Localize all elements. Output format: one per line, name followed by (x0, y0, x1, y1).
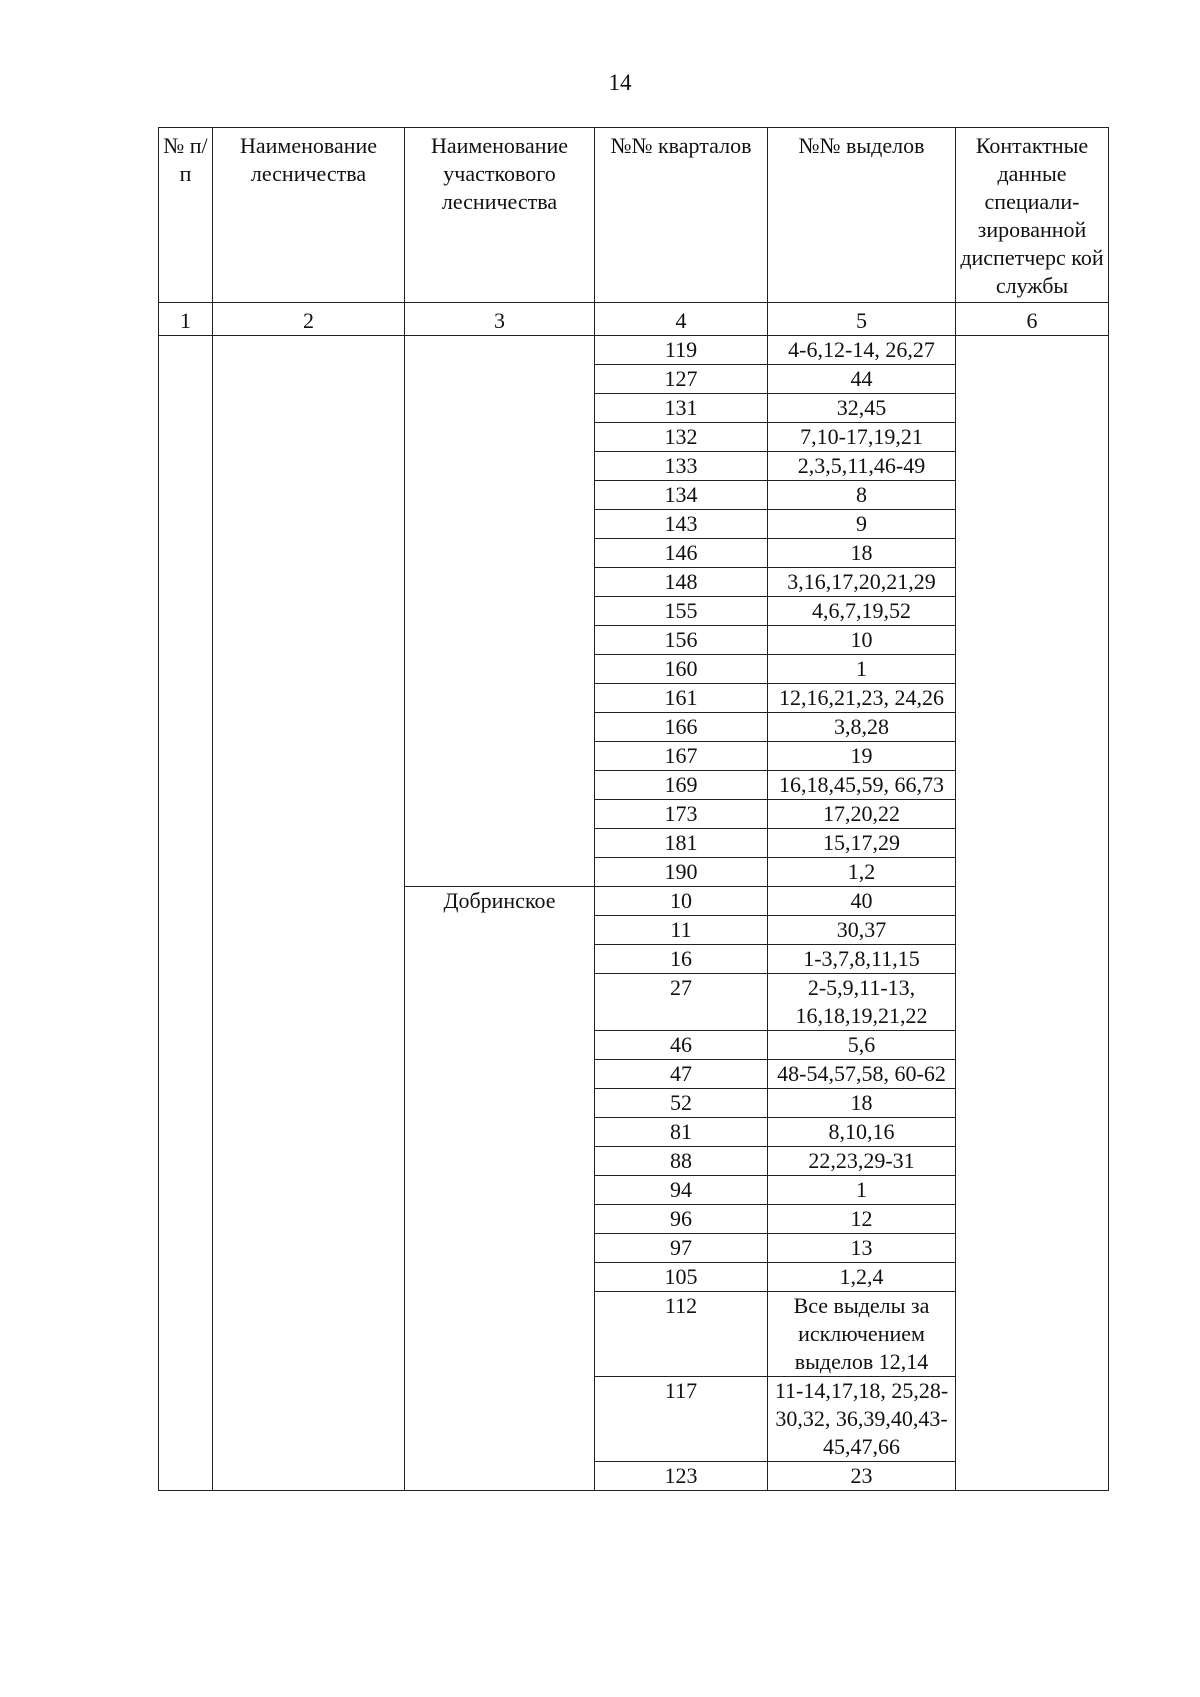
quarter-number: 134 (595, 481, 768, 510)
forestry-name-cell (213, 336, 405, 1491)
allotment-numbers: 3,16,17,20,21,29 (768, 568, 956, 597)
table-body (159, 336, 1109, 1491)
forest-quarters-table (158, 127, 1109, 1491)
quarter-number: 131 (595, 394, 768, 423)
quarter-number: 160 (595, 655, 768, 684)
allotment-numbers: 18 (768, 539, 956, 568)
quarter-number: 112 (595, 1292, 768, 1377)
allotment-numbers: Все выделы за исключением выделов 12,14 (768, 1292, 956, 1377)
quarter-number: 146 (595, 539, 768, 568)
allotment-numbers: 1 (768, 1176, 956, 1205)
page-number: 14 (608, 70, 632, 95)
quarter-number: 47 (595, 1060, 768, 1089)
header-allotments: №№ выделов (768, 128, 956, 303)
quarter-number: 127 (595, 365, 768, 394)
allotment-numbers: 7,10-17,19,21 (768, 423, 956, 452)
header-district-forestry: Наименование участкового лесничества (405, 128, 595, 303)
allotment-numbers: 1,2 (768, 858, 956, 887)
column-number: 6 (956, 303, 1109, 336)
allotment-numbers: 15,17,29 (768, 829, 956, 858)
quarter-number: 173 (595, 800, 768, 829)
contacts-cell (956, 336, 1109, 1491)
allotment-numbers: 17,20,22 (768, 800, 956, 829)
header-row (159, 128, 1109, 303)
quarter-number: 133 (595, 452, 768, 481)
column-number: 5 (768, 303, 956, 336)
allotment-numbers: 44 (768, 365, 956, 394)
quarter-number: 132 (595, 423, 768, 452)
quarter-number: 10 (595, 887, 768, 916)
column-number-row (159, 303, 1109, 336)
allotment-numbers: 10 (768, 626, 956, 655)
allotment-numbers: 1,2,4 (768, 1263, 956, 1292)
quarter-number: 97 (595, 1234, 768, 1263)
allotment-numbers: 19 (768, 742, 956, 771)
quarter-number: 123 (595, 1462, 768, 1491)
allotment-numbers: 11-14,17,18, 25,28-30,32, 36,39,40,43-45,47,66 (768, 1377, 956, 1462)
column-number: 3 (405, 303, 595, 336)
quarter-number: 166 (595, 713, 768, 742)
allotment-numbers: 4-6,12-14, 26,27 (768, 336, 956, 365)
header-number: № п/п (159, 128, 213, 303)
header-quarters: №№ кварталов (595, 128, 768, 303)
allotment-numbers: 30,37 (768, 916, 956, 945)
allotment-numbers: 5,6 (768, 1031, 956, 1060)
quarter-number: 161 (595, 684, 768, 713)
quarter-number: 105 (595, 1263, 768, 1292)
allotment-numbers: 9 (768, 510, 956, 539)
row-number-cell (159, 336, 213, 1491)
allotment-numbers: 4,6,7,19,52 (768, 597, 956, 626)
allotment-numbers: 23 (768, 1462, 956, 1491)
allotment-numbers: 48-54,57,58, 60-62 (768, 1060, 956, 1089)
column-number: 1 (159, 303, 213, 336)
quarter-number: 52 (595, 1089, 768, 1118)
allotment-numbers: 3,8,28 (768, 713, 956, 742)
allotment-numbers: 1-3,7,8,11,15 (768, 945, 956, 974)
allotment-numbers: 12,16,21,23, 24,26 (768, 684, 956, 713)
quarter-number: 167 (595, 742, 768, 771)
allotment-numbers: 18 (768, 1089, 956, 1118)
quarter-number: 88 (595, 1147, 768, 1176)
allotment-numbers: 22,23,29-31 (768, 1147, 956, 1176)
district-forestry-name: Добринское (405, 887, 595, 1491)
column-number: 2 (213, 303, 405, 336)
district-forestry-cell (405, 336, 595, 887)
allotment-numbers: 12 (768, 1205, 956, 1234)
quarter-number: 27 (595, 974, 768, 1031)
allotment-numbers: 1 (768, 655, 956, 684)
allotment-numbers: 16,18,45,59, 66,73 (768, 771, 956, 800)
allotment-numbers: 32,45 (768, 394, 956, 423)
quarter-number: 117 (595, 1377, 768, 1462)
quarter-number: 11 (595, 916, 768, 945)
allotment-numbers: 40 (768, 887, 956, 916)
quarter-number: 81 (595, 1118, 768, 1147)
table-row (159, 336, 1109, 365)
quarter-number: 156 (595, 626, 768, 655)
quarter-number: 155 (595, 597, 768, 626)
quarter-number: 119 (595, 336, 768, 365)
allotment-numbers: 13 (768, 1234, 956, 1263)
allotment-numbers: 8 (768, 481, 956, 510)
quarter-number: 94 (595, 1176, 768, 1205)
header-contacts: Контактные данные специали-зированной диспетчерс кой службы (956, 128, 1109, 303)
quarter-number: 190 (595, 858, 768, 887)
allotment-numbers: 2,3,5,11,46-49 (768, 452, 956, 481)
quarter-number: 169 (595, 771, 768, 800)
quarter-number: 96 (595, 1205, 768, 1234)
allotment-numbers: 8,10,16 (768, 1118, 956, 1147)
quarter-number: 16 (595, 945, 768, 974)
quarter-number: 143 (595, 510, 768, 539)
header-forestry: Наименование лесничества (213, 128, 405, 303)
quarter-number: 148 (595, 568, 768, 597)
quarter-number: 181 (595, 829, 768, 858)
allotment-numbers: 2-5,9,11-13, 16,18,19,21,22 (768, 974, 956, 1031)
column-number: 4 (595, 303, 768, 336)
quarter-number: 46 (595, 1031, 768, 1060)
